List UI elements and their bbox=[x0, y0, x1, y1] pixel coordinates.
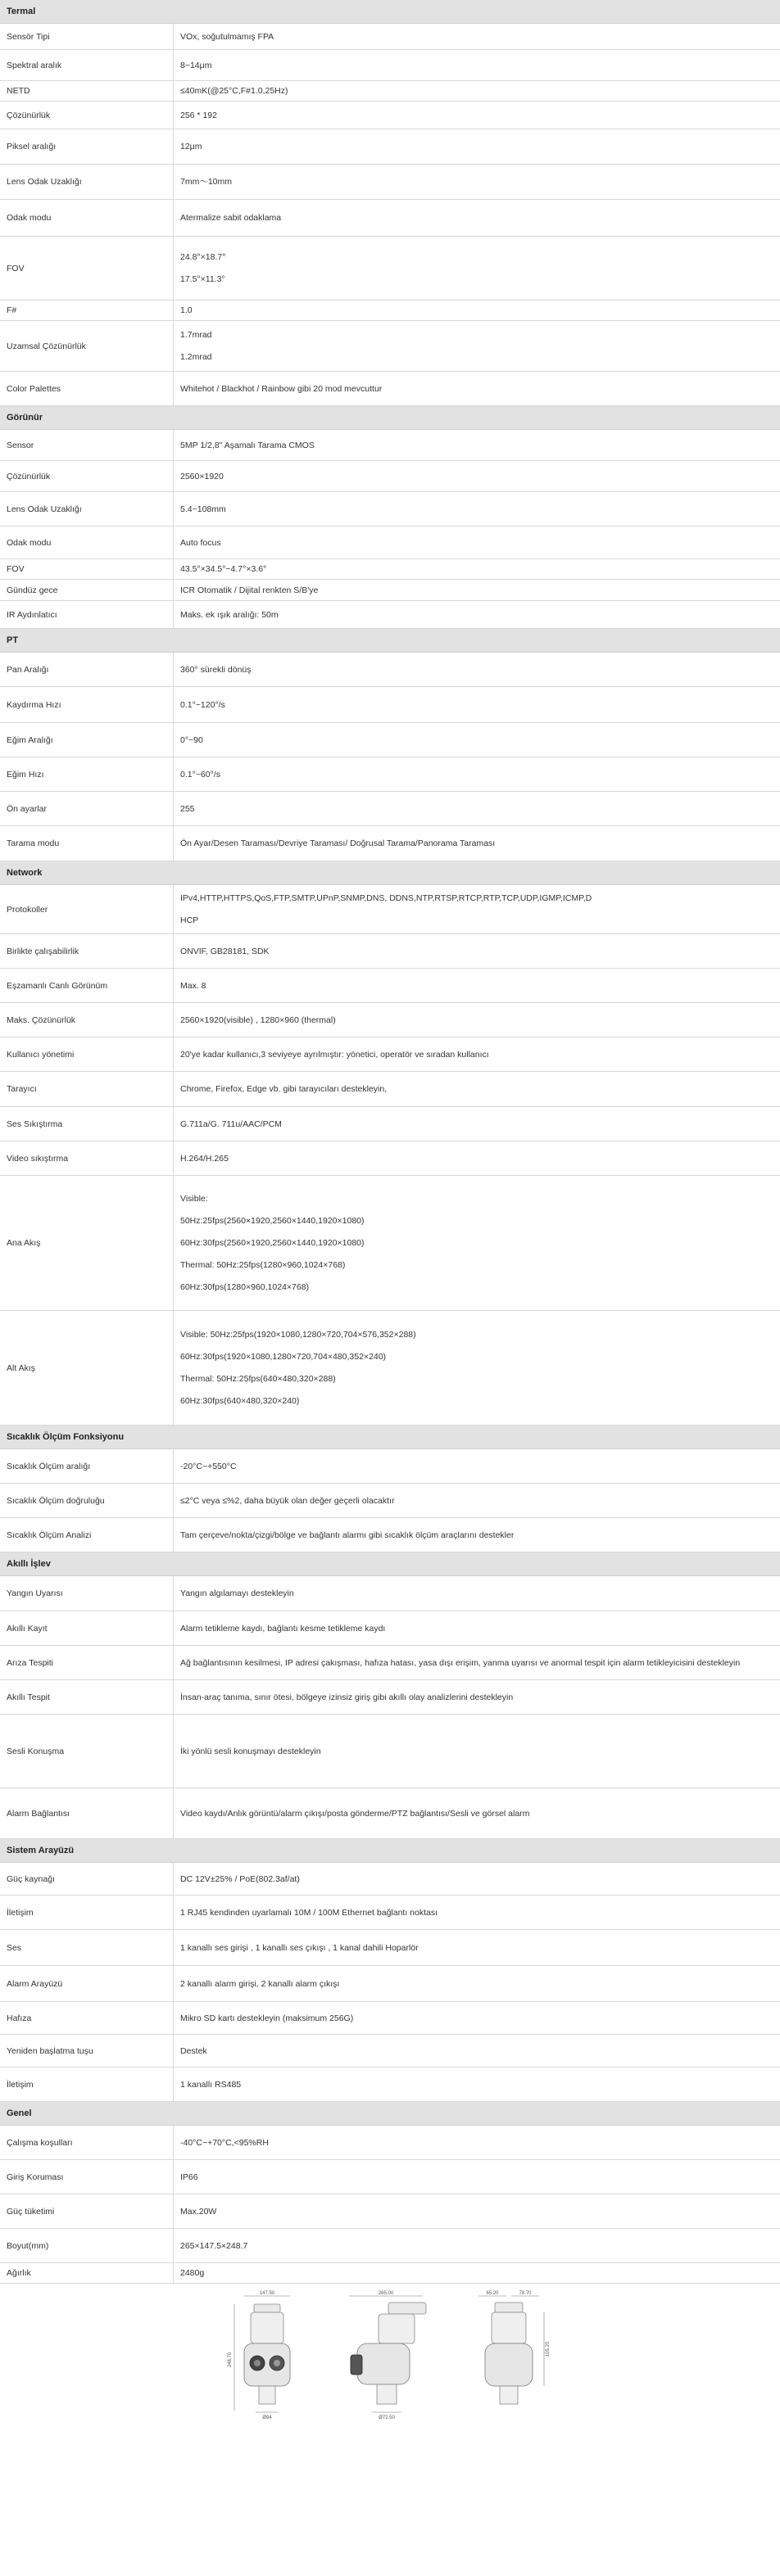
spec-row bbox=[0, 1518, 780, 1552]
spec-value bbox=[174, 1863, 780, 1895]
spec-row bbox=[0, 461, 780, 492]
spec-row bbox=[0, 1788, 780, 1839]
spec-label: Eğim Aralığı bbox=[0, 723, 174, 757]
spec-label: NETD bbox=[0, 81, 174, 101]
spec-value bbox=[174, 1611, 780, 1645]
spec-label: Kaydırma Hızı bbox=[0, 687, 174, 722]
spec-value-line: 256 * 192 bbox=[180, 110, 217, 120]
spec-value-line: ≤2°C veya ≤%2, daha büyük olan değer geçerli olacaktır bbox=[180, 1495, 395, 1506]
spec-value bbox=[174, 2160, 780, 2194]
spec-value bbox=[174, 723, 780, 757]
spec-label: Eşzamanlı Canlı Görünüm bbox=[0, 969, 174, 1002]
spec-value-line: Tam çerçeve/nokta/çizgi/bölge ve bağlantı alarmı gibi sıcaklık ölçüm araçlarını destekler bbox=[180, 1530, 515, 1540]
spec-value-line: 7mm～10mm bbox=[180, 177, 233, 187]
spec-value bbox=[174, 2035, 780, 2067]
spec-row bbox=[0, 1141, 780, 1176]
spec-value bbox=[174, 2263, 780, 2283]
spec-row bbox=[0, 885, 780, 934]
spec-value-line: H.264/H.265 bbox=[180, 1153, 229, 1164]
spec-label: Arıza Tespiti bbox=[0, 1646, 174, 1679]
spec-label: Odak modu bbox=[0, 526, 174, 558]
spec-value-line: 0°~90 bbox=[180, 734, 203, 745]
spec-label: İletişim bbox=[0, 1896, 174, 1929]
spec-row bbox=[0, 934, 780, 969]
front-width-label: 147.50 bbox=[259, 2290, 275, 2296]
spec-value bbox=[174, 1141, 780, 1175]
front-height-label: 248.70 bbox=[228, 2352, 233, 2367]
spec-value-line: Auto focus bbox=[180, 537, 221, 548]
spec-value-line: 0.1°~60°/s bbox=[180, 769, 220, 780]
spec-row bbox=[0, 2160, 780, 2194]
spec-value-line: DC 12V±25% / PoE(802.3af/at) bbox=[180, 1873, 300, 1884]
spec-label: Çalışma koşulları bbox=[0, 2126, 174, 2159]
spec-row bbox=[0, 237, 780, 301]
spec-value bbox=[174, 81, 780, 101]
spec-value-line: Alarm tetikleme kaydı, bağlantı kesme tetikleme kaydı bbox=[180, 1623, 386, 1634]
spec-row bbox=[0, 526, 780, 559]
spec-label: Video sıkıştırma bbox=[0, 1141, 174, 1175]
spec-value-line: -20°C~+550°C bbox=[180, 1461, 237, 1471]
spec-label: Protokoller bbox=[0, 885, 174, 933]
spec-row bbox=[0, 1576, 780, 1611]
spec-row bbox=[0, 1680, 780, 1715]
spec-value bbox=[174, 1966, 780, 2001]
spec-value bbox=[174, 1311, 780, 1425]
section-header: PT bbox=[0, 629, 780, 653]
spec-value bbox=[174, 885, 780, 933]
spec-label: Pan Aralığı bbox=[0, 653, 174, 686]
spec-value-line: 2 kanallı alarm girişi, 2 kanallı alarm çıkışı bbox=[180, 1978, 340, 1989]
spec-value-line: 1 kanallı RS485 bbox=[180, 2079, 242, 2090]
spec-row bbox=[0, 321, 780, 372]
spec-label: Lens Odak Uzaklığı bbox=[0, 492, 174, 526]
spec-value-line: Maks. ek ışık aralığı: 50m bbox=[180, 609, 279, 620]
spec-row bbox=[0, 826, 780, 861]
spec-value bbox=[174, 1484, 780, 1517]
spec-row bbox=[0, 723, 780, 757]
spec-value-line: Video kaydı/Anlık görüntü/alarm çıkışı/posta gönderme/PTZ bağlantısı/Sesli ve görsel alarm bbox=[180, 1808, 530, 1819]
spec-label: FOV bbox=[0, 559, 174, 579]
front-base-label: Ø94 bbox=[262, 2415, 272, 2420]
spec-label: Çözünürlük bbox=[0, 102, 174, 129]
spec-label: Ön ayarlar bbox=[0, 792, 174, 825]
spec-label: Piksel aralığı bbox=[0, 129, 174, 164]
spec-row bbox=[0, 1611, 780, 1646]
spec-label: Ses Sıkıştırma bbox=[0, 1107, 174, 1141]
spec-value-line: Mikro SD kartı destekleyin (maksimum 256G) bbox=[180, 2013, 354, 2023]
spec-value-line: İki yönlü sesli konuşmayı destekleyin bbox=[180, 1746, 321, 1756]
spec-value-line: 60Hz:30fps(1280×960,1024×768) bbox=[180, 1282, 310, 1292]
spec-value-line: Ağ bağlantısının kesilmesi, IP adresi çakışması, hafıza hatası, yasa dışı erişim, yanma uyarısı ve anormal tespit için alarm tetikleyicisini destekleyin bbox=[180, 1657, 741, 1668]
spec-label: Yangın Uyarısı bbox=[0, 1576, 174, 1611]
spec-value-line: Max.20W bbox=[180, 2206, 217, 2217]
spec-value-line: 1 kanallı ses girişi , 1 kanallı ses çıkışı , 1 kanal dahili Hoparlör bbox=[180, 1942, 419, 1953]
spec-row bbox=[0, 301, 780, 321]
spec-value bbox=[174, 757, 780, 791]
spec-row bbox=[0, 2263, 780, 2284]
spec-row bbox=[0, 1484, 780, 1518]
spec-value bbox=[174, 1896, 780, 1929]
spec-value-line: 50Hz:25fps(2560×1920,2560×1440,1920×1080) bbox=[180, 1216, 365, 1226]
spec-row bbox=[0, 969, 780, 1003]
spec-label: Sensor bbox=[0, 430, 174, 460]
spec-label: Güç kaynağı bbox=[0, 1863, 174, 1895]
spec-label: Sıcaklık Ölçüm doğruluğu bbox=[0, 1484, 174, 1517]
spec-value bbox=[174, 2068, 780, 2101]
spec-label: Güç tüketimi bbox=[0, 2194, 174, 2228]
spec-row bbox=[0, 102, 780, 129]
spec-label: Spektral aralık bbox=[0, 50, 174, 80]
spec-value bbox=[174, 372, 780, 405]
spec-value bbox=[174, 301, 780, 320]
spec-value-line: 5MP 1/2,8" Aşamalı Tarama CMOS bbox=[180, 440, 315, 450]
spec-row bbox=[0, 200, 780, 237]
spec-label: Tarayıcı bbox=[0, 1072, 174, 1106]
spec-label: FOV bbox=[0, 237, 174, 300]
spec-value bbox=[174, 2002, 780, 2034]
spec-row bbox=[0, 757, 780, 792]
side-view-drawing bbox=[333, 2289, 439, 2420]
spec-value bbox=[174, 321, 780, 371]
spec-value-line: Chrome, Firefox, Edge vb. gibi tarayıcıları destekleyin, bbox=[180, 1084, 388, 1094]
spec-row bbox=[0, 2126, 780, 2160]
spec-value-line: ≤40mK(@25°C,F#1.0,25Hz) bbox=[180, 86, 288, 96]
spec-row bbox=[0, 1107, 780, 1141]
spec-label: Sıcaklık Ölçüm aralığı bbox=[0, 1449, 174, 1483]
back-height-label: 105.20 bbox=[546, 2341, 551, 2357]
spec-label: Odak modu bbox=[0, 200, 174, 236]
spec-row bbox=[0, 1863, 780, 1896]
spec-row bbox=[0, 2035, 780, 2068]
spec-value bbox=[174, 2194, 780, 2228]
spec-label: Uzamsal Çözünürlük bbox=[0, 321, 174, 371]
spec-value bbox=[174, 1449, 780, 1483]
spec-value bbox=[174, 492, 780, 526]
spec-value-line: 60Hz:30fps(640×480,320×240) bbox=[180, 1396, 300, 1406]
spec-value bbox=[174, 2229, 780, 2262]
spec-value-line: ICR Otomatik / Dijital renkten S/B'ye bbox=[180, 585, 319, 595]
spec-label: Alarm Bağlantısı bbox=[0, 1788, 174, 1838]
spec-value bbox=[174, 200, 780, 236]
spec-value-line: 360° sürekli dönüş bbox=[180, 664, 252, 675]
spec-label: Ağırlık bbox=[0, 2263, 174, 2283]
spec-value bbox=[174, 687, 780, 722]
spec-value-line: 1.0 bbox=[180, 305, 193, 315]
spec-value bbox=[174, 430, 780, 460]
spec-value bbox=[174, 129, 780, 164]
spec-value-line: 20'ye kadar kullanıcı,3 seviyeye ayrılmıştır: yönetici, operatör ve sıradan kullanıcı bbox=[180, 1049, 489, 1060]
side-top-label: 265.00 bbox=[378, 2290, 394, 2296]
spec-label: Akıllı Tespit bbox=[0, 1680, 174, 1714]
spec-value-line: 5.4~108mm bbox=[180, 504, 226, 514]
spec-value-line: Thermal: 50Hz:25fps(1280×960,1024×768) bbox=[180, 1260, 346, 1270]
spec-label: Hafıza bbox=[0, 2002, 174, 2034]
spec-value-line: 8~14μm bbox=[180, 60, 212, 70]
spec-row bbox=[0, 1930, 780, 1966]
spec-row bbox=[0, 1072, 780, 1107]
spec-label: Sensör Tipi bbox=[0, 24, 174, 49]
spec-value-line: Destek bbox=[180, 2045, 207, 2056]
back-top-left-label: 65.20 bbox=[486, 2290, 499, 2296]
back-view-drawing bbox=[464, 2289, 554, 2420]
spec-label: Tarama modu bbox=[0, 826, 174, 861]
section-header: Sıcaklık Ölçüm Fonksiyonu bbox=[0, 1426, 780, 1449]
spec-row bbox=[0, 165, 780, 200]
spec-value-line: Max. 8 bbox=[180, 980, 206, 991]
spec-label: Boyut(mm) bbox=[0, 2229, 174, 2262]
spec-value bbox=[174, 1788, 780, 1838]
side-base-label: Ø72.50 bbox=[379, 2415, 395, 2420]
spec-value bbox=[174, 1715, 780, 1787]
spec-value bbox=[174, 559, 780, 579]
spec-row bbox=[0, 430, 780, 461]
spec-value-line: 43.5°×34.5°~4.7°×3.6° bbox=[180, 564, 267, 574]
spec-label: Akıllı Kayıt bbox=[0, 1611, 174, 1645]
spec-row bbox=[0, 2229, 780, 2263]
spec-value-line: 1.2mrad bbox=[180, 352, 212, 362]
spec-label: Çözünürlük bbox=[0, 461, 174, 491]
spec-value bbox=[174, 50, 780, 80]
spec-label: Giriş Koruması bbox=[0, 2160, 174, 2194]
spec-value-line: 2560×1920(visible) , 1280×960 (thermal) bbox=[180, 1015, 336, 1025]
spec-row bbox=[0, 1896, 780, 1930]
spec-value bbox=[174, 1930, 780, 1965]
spec-value-line: 2560×1920 bbox=[180, 471, 224, 481]
spec-value-line: Atermalize sabit odaklama bbox=[180, 213, 282, 223]
spec-label: Gündüz gece bbox=[0, 580, 174, 600]
spec-label: Kullanıcı yönetimi bbox=[0, 1037, 174, 1071]
spec-row bbox=[0, 2194, 780, 2229]
spec-row bbox=[0, 601, 780, 629]
spec-label: Eğim Hızı bbox=[0, 757, 174, 791]
spec-row bbox=[0, 372, 780, 406]
spec-value bbox=[174, 792, 780, 825]
spec-value-line: VOx, soğutulmamış FPA bbox=[180, 31, 274, 42]
spec-row bbox=[0, 559, 780, 580]
spec-value-line: Ön Ayar/Desen Taraması/Devriye Taraması/ Doğrusal Tarama/Panorama Taraması bbox=[180, 838, 496, 848]
spec-value-line: 255 bbox=[180, 803, 195, 814]
spec-value-line: 265×147.5×248.7 bbox=[180, 2240, 248, 2251]
spec-label: Ses bbox=[0, 1930, 174, 1965]
section-header: Görünür bbox=[0, 406, 780, 430]
spec-value-line: 60Hz:30fps(1920×1080,1280×720,704×480,352×240) bbox=[180, 1352, 387, 1362]
spec-row bbox=[0, 129, 780, 165]
spec-row bbox=[0, 1311, 780, 1426]
spec-label: Alarm Arayüzü bbox=[0, 1966, 174, 2001]
spec-row bbox=[0, 1176, 780, 1311]
spec-value bbox=[174, 461, 780, 491]
spec-label: Alt Akış bbox=[0, 1311, 174, 1425]
spec-row bbox=[0, 1966, 780, 2002]
spec-label: F# bbox=[0, 301, 174, 320]
spec-value-line: IPv4,HTTP,HTTPS,QoS,FTP,SMTP,UPnP,SNMP,DNS, DDNS,NTP,RTSP,RTCP,RTP,TCP,UDP,IGMP,ICMP,D bbox=[180, 893, 592, 903]
spec-value-line: 1 RJ45 kendinden uyarlamalı 10M / 100M Ethernet bağlantı noktası bbox=[180, 1907, 438, 1918]
spec-value bbox=[174, 1107, 780, 1141]
spec-label: Ana Akış bbox=[0, 1176, 174, 1310]
section-header: Genel bbox=[0, 2102, 780, 2126]
spec-value-line: 2480g bbox=[180, 2268, 205, 2278]
spec-value-line: 1.7mrad bbox=[180, 330, 212, 340]
spec-value-line: 17.5°×11.3° bbox=[180, 274, 225, 284]
spec-value bbox=[174, 601, 780, 628]
spec-value bbox=[174, 1518, 780, 1552]
spec-value-line: İnsan-araç tanıma, sınır ötesi, bölgeye izinsiz giriş gibi akıllı olay analizlerini destekleyin bbox=[180, 1692, 514, 1702]
spec-label: İletişim bbox=[0, 2068, 174, 2101]
spec-value-line: 60Hz:30fps(2560×1920,2560×1440,1920×1080) bbox=[180, 1238, 365, 1248]
section-header: Akıllı İşlev bbox=[0, 1552, 780, 1576]
spec-value bbox=[174, 653, 780, 686]
spec-value bbox=[174, 2126, 780, 2159]
dimension-drawing bbox=[0, 2284, 780, 2420]
spec-value bbox=[174, 24, 780, 49]
section-header: Sistem Arayüzü bbox=[0, 1839, 780, 1863]
spec-value-line: IP66 bbox=[180, 2172, 198, 2182]
spec-value bbox=[174, 1176, 780, 1310]
spec-row bbox=[0, 2002, 780, 2035]
spec-row bbox=[0, 653, 780, 687]
spec-label: Birlikte çalışabilirlik bbox=[0, 934, 174, 968]
spec-row bbox=[0, 687, 780, 723]
back-top-right-label: 78.70 bbox=[519, 2290, 532, 2296]
spec-value-line: Visible: bbox=[180, 1194, 208, 1204]
spec-value bbox=[174, 1646, 780, 1679]
spec-row bbox=[0, 1037, 780, 1072]
spec-row bbox=[0, 492, 780, 526]
spec-value-line: -40°C~+70°C,<95%RH bbox=[180, 2137, 269, 2148]
spec-row bbox=[0, 1646, 780, 1680]
spec-row bbox=[0, 1003, 780, 1037]
spec-value bbox=[174, 826, 780, 861]
spec-label: IR Aydınlatıcı bbox=[0, 601, 174, 628]
spec-value bbox=[174, 102, 780, 129]
spec-label: Lens Odak Uzaklığı bbox=[0, 165, 174, 199]
spec-value bbox=[174, 934, 780, 968]
spec-label: Sıcaklık Ölçüm Analizi bbox=[0, 1518, 174, 1552]
spec-value-line: G.711a/G. 711u/AAC/PCM bbox=[180, 1119, 282, 1129]
spec-value-line: Whitehot / Blackhot / Rainbow gibi 20 mod mevcuttur bbox=[180, 383, 383, 394]
section-header: Network bbox=[0, 861, 780, 885]
spec-value-line: 0.1°~120°/s bbox=[180, 699, 225, 710]
spec-value bbox=[174, 580, 780, 600]
spec-value bbox=[174, 1037, 780, 1071]
spec-label: Maks. Çözünürlük bbox=[0, 1003, 174, 1037]
spec-value bbox=[174, 1072, 780, 1106]
spec-row bbox=[0, 1449, 780, 1484]
spec-value bbox=[174, 526, 780, 558]
spec-row bbox=[0, 24, 780, 50]
spec-value bbox=[174, 1576, 780, 1611]
spec-row bbox=[0, 1715, 780, 1788]
spec-label: Yeniden başlatma tuşu bbox=[0, 2035, 174, 2067]
spec-row bbox=[0, 2068, 780, 2102]
spec-value-line: ONVIF, GB28181, SDK bbox=[180, 946, 270, 956]
spec-label: Color Palettes bbox=[0, 372, 174, 405]
spec-value-line: HCP bbox=[180, 915, 199, 925]
spec-value-line: 24.8°×18.7° bbox=[180, 252, 226, 262]
spec-value bbox=[174, 237, 780, 300]
spec-value-line: Thermal: 50Hz:25fps(640×480,320×288) bbox=[180, 1374, 336, 1384]
spec-value bbox=[174, 1680, 780, 1714]
spec-value-line: Yangın algılamayı destekleyin bbox=[180, 1589, 294, 1598]
spec-row bbox=[0, 792, 780, 826]
front-view-drawing bbox=[226, 2289, 308, 2420]
spec-value-line: Visible: 50Hz:25fps(1920×1080,1280×720,704×576,352×288) bbox=[180, 1330, 416, 1340]
section-header: Termal bbox=[0, 0, 780, 24]
spec-row bbox=[0, 50, 780, 81]
spec-label: Sesli Konuşma bbox=[0, 1715, 174, 1787]
spec-row bbox=[0, 580, 780, 601]
spec-row bbox=[0, 81, 780, 102]
spec-value bbox=[174, 969, 780, 1002]
spec-value-line: 12μm bbox=[180, 142, 202, 151]
spec-value bbox=[174, 165, 780, 199]
spec-value bbox=[174, 1003, 780, 1037]
